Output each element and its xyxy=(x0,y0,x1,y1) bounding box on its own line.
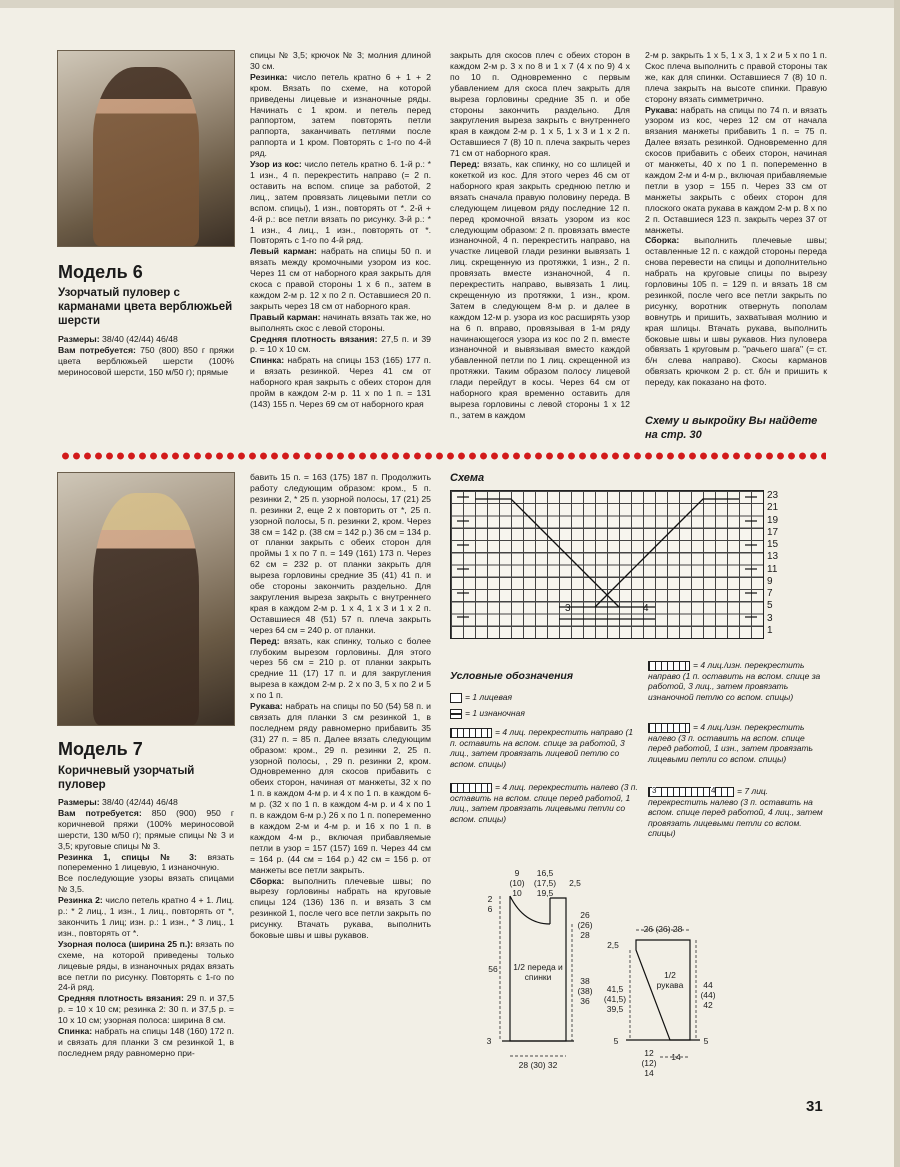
row-number: 3 xyxy=(767,612,773,624)
dim-label: 5 xyxy=(613,1036,619,1046)
text-paragraph: Резинка 1, спицы № 3: вязать попеременно 1 лицевую, 1 изнаночную. xyxy=(58,851,234,873)
sleeve-pattern xyxy=(600,922,720,1082)
text-paragraph: Все последующие узоры вязать спицами № 3,5. xyxy=(58,873,234,895)
red-dot-divider xyxy=(60,451,826,461)
sleeve-label: 1/2 рукава xyxy=(656,970,684,990)
model6-need: Вам потребуется: 750 (800) 850 г пряжи цвета верблюжьей шерсти (100% мериносовой шерсти, 150 м/50 г); прямые xyxy=(58,344,234,377)
model6-figure xyxy=(93,67,199,246)
cable-left-symbol-icon xyxy=(450,783,492,793)
text-paragraph: Резинка 2: число петель кратно 4 + 1. Лиц. р.: * 2 лиц., 1 изн., 1 лиц., повторять от *, закончить 1 лиц; изн. р.: 1 изн., * 3 лиц., 1 изн., повторять от *. xyxy=(58,895,234,938)
row-number: 17 xyxy=(767,526,779,538)
text-paragraph: Рукава: набрать на спицы по 50 (54) 58 п. и связать для планки 3 см резинкой 1, в последнем ряду равномерно прибавить 35 (31) 27 п. = 85 п. Далее вязать следующим образом: кром., 29 п. резинки 2, 25 п. узорной полосы, , 29 п. резинки 2, кром. Одновременно для скосов прибавить с обеих сторон, начиная от манжеты, 32 х по 1 п. в каждом 4-м р. и 4 х по 1 п. в каждом 6-м р. (32 х по 1 п. в каждом 4-м р. и 4 х по 1 п. в каждом 6-м р.) 26 х по 1 п. попеременно в каждом 2-м и 4-м р. и 16 х по 1 п. в каждом 4-м р., включая прибавляемые петли в узор = 157 (157) 169 п. Через 44 см = 164 р. (44 см = 164 р.) 42 см = 156 р. от манжеты все петли закрыть. xyxy=(250,701,431,875)
model7-photo xyxy=(57,472,235,726)
dim-label: 14 xyxy=(671,1052,681,1062)
text-paragraph: Средняя плотность вязания: 29 п. и 37,5 р. = 10 х 10 см; резинка 2: 30 п. и 37,5 р. = 10 х 10 см; узорная полоса: ширина 8 см. xyxy=(58,993,234,1026)
legend-cross-right: = 4 лиц. перекрестить направо (1 п. оставить на вспом. спице за работой, 3 лиц., затем провязать лицевой петлю со вспом. спицы) xyxy=(450,727,634,769)
chart-mark-4: 4 xyxy=(643,603,649,614)
dim-label: 38 (38) 36 xyxy=(577,976,593,1006)
dim-label: 56 xyxy=(488,964,498,974)
dim-label: 2 6 xyxy=(487,894,493,914)
model6-col1 xyxy=(58,334,234,378)
purl-symbol-icon xyxy=(450,709,462,719)
cable-right-purl-symbol-icon xyxy=(648,661,690,671)
body-label: 1/2 переда и спинки xyxy=(513,962,563,982)
text-paragraph: Сборка: выполнить плечевые швы; по вырезу горловины набрать на круговые спицы 124 (136) 136 п. и вязать 3 см резинкой 1, после чего все петли закрыть по рисунку. Втачать рукава, выполнить боковые швы и швы рукавов. xyxy=(250,875,431,941)
text-paragraph: Перед: вязать, как спинку, только с более глубоким вырезом горловины. Для этого через 56 см = 210 р. от планки закрыть средние 11 (17) 17 п. и для закругления выреза в каждом 2-м р. 2 х по 3, 5 х по 2 и 5 х по 1 п. xyxy=(250,635,431,701)
text-paragraph: 2-м р. закрыть 1 х 5, 1 х 3, 1 х 2 и 5 х по 1 п. Скос плеча выполнить с правой стороны так же, как для спинки. Оставшиеся 7 (8) 10 п. плеча закрыть на высоте спинки. Правую сторону вязать симметрично. xyxy=(645,50,827,104)
row-number: 15 xyxy=(767,539,779,550)
body-pattern xyxy=(480,866,600,1081)
row-number: 13 xyxy=(767,551,779,563)
text-paragraph: Средняя плотность вязания: 27,5 п. и 39 р. = 10 х 10 см. xyxy=(250,333,431,355)
right-edge xyxy=(894,0,900,1167)
legend-knit: = 1 лицевая xyxy=(450,692,512,703)
dim-label: 12 (12) 14 xyxy=(641,1048,657,1078)
text-paragraph: Перед: вязать, как спинку, но со шлицей и кокеткой из кос. Для этого через 46 см от наборного края закрыть среднюю петлю и вязать сначала правую половину переда. В следующем лицевом ряду последние 12 п. перед кромочной вязать узором из кос следующим образом: 2 п. провязать вместе изнаночной, 4 п. перекрестить направо, на участке лицевой глади резинки вывязать 1 лиц. скрещенную из протяжки, 1 изн., 2 п. провязать вместе изнаночной, 4 п. перекрестить направо, вывязать 1 лиц. скрещенную из протяжки, 1 изн., кром. Затем в следующем 8-м р. и далее в каждом 12-м р. узора из кос расширять узор на 6 п. вправо, провязывая в 1-м ряду начинающегося узора из кос по 2 п. вместе изнаночной и вывязывая вместо каждой убавленной петли по 1 лиц. скрещенной из протяжки. Таким образом полосу лицевой глади перейдут в косы. Через 64 см от наборного края временно оставить для выреза горловины с левой стороны 1 х 12 п., затем в каждом xyxy=(450,159,630,420)
model7-col2 xyxy=(250,472,431,941)
row-number: 21 xyxy=(767,502,779,514)
dim-label: 3 xyxy=(486,1036,492,1046)
text-paragraph: Узор из кос: число петель кратно 6. 1-й р.: * 1 изн., 4 п. перекрестить направо (= 2 п. оставить на вспом. спице за работой, 2 лиц., затем провязать лицевыми петли со вспом. спицы), 1 изн., повторять от *. 2-й + 4-й р.: все петли вязать по рисунку. 3-й р.: * 1 изн., 4 лиц., 1 изн., повторять от *. Повторять с 1-го по 4-й ряд. xyxy=(250,159,431,246)
text-paragraph: Спинка: набрать на спицы 153 (165) 177 п. и вязать резинкой. Через 41 см от наборного края закрыть с обеих сторон для пройм в каждом 2-м р. 11 х по 1 п. = 131 (143) 155 п. Через 69 см от наборного края xyxy=(250,355,431,409)
text-paragraph: Узорная полоса (ширина 25 п.): вязать по схеме, на которой приведены только лицевые ряды, в изнаночных рядах вязать все петли по рисунку. Повторять с 1-го по 24-й ряд. xyxy=(58,938,234,993)
row-number: 23 xyxy=(767,490,779,501)
model7-figure xyxy=(93,493,199,725)
chart-mark-3: 3 xyxy=(565,603,571,614)
row-number: 7 xyxy=(767,588,773,599)
dim-label: 2,5 xyxy=(569,878,581,888)
page-number: 31 xyxy=(806,1098,823,1115)
cable-right-symbol-icon xyxy=(450,728,492,738)
text-paragraph: Размеры: 38/40 (42/44) 46/48 xyxy=(58,797,178,807)
row-number: 9 xyxy=(767,575,773,587)
model6-subtitle: Узорчатый пуловер с карманами цвета верблюжьей шерсти xyxy=(58,287,233,327)
model6-col4 xyxy=(645,50,827,388)
row-number: 11 xyxy=(767,563,778,575)
text-paragraph: Резинка: число петель кратно 6 + 1 + 2 кром. Вязать по схеме, на которой приведены лицевые и изнаночные ряды. Начинать с 1 кром. и петель перед раппортом, затем повторять петли раппорта, заканчивать петлями после раппорта и 1 кром. Повторять с 1-го по 4-й ряд. xyxy=(250,71,431,159)
text-paragraph: бавить 15 п. = 163 (175) 187 п. Продолжить работу следующим образом: кром., 5 п. резинки 2, * 25 п. узорной полосы, 17 (21) 25 п. резинки 2, еще 2 х повторить от *, 25 п. узорной полосы, 5 п. резинки 2, кром. Через 38 см = 142 р. (38 см = 142 р.) 36 см = 134 р. от планки закрыть с обеих сторон для проймы 1 х по 7 п. = 149 (161) 173 п. Через 62 см = 232 р. от планки закрыть для выреза горловины средние 35 (41) 41 п. и обе стороны закончить раздельно. Для закругления выреза закрыть с внутреннего края в каждом 2-м р. 1 х 4, 1 х 3 и 1 х 2 п. Оставшиеся 48 (51) 57 п. плеча закрыть через 64 см = 240 р. от планки. xyxy=(250,472,431,635)
text-paragraph: Рукава: набрать на спицы по 74 п. и вязать узором из кос, через 12 см от начала вязания манжеты прибавить 1 п. = 75 п. Далее вязать резинкой. Одновременно для скосов прибавить с обеих сторон, начиная от манжеты, 40 х по 1 п. попеременно в каждом 2-м и 4-м р., включая прибавляемые петли в узор = 155 п. Через 33 см от манжеты закрыть с обеих сторон для плоского оката рукава в каждом 2-м р. 8 х по 2 п. Оставшиеся 123 п. закрыть через 37 от манжеты. xyxy=(645,104,827,235)
legend-cross-right-purl: = 4 лиц./изн. перекрестить направо (1 п. оставить на вспом. спице за работой, 3 лиц., затем провязать изнаночной петлю со вспом. спицы) xyxy=(648,660,821,702)
row-numbers xyxy=(767,490,778,637)
dim-label: 16,5 (17,5) 19,5 xyxy=(533,868,557,898)
model7-col1 xyxy=(58,797,234,1059)
model6-col2 xyxy=(250,50,431,410)
dim-label: 28 (30) 32 xyxy=(518,1060,558,1070)
legend-cross-left-purl: = 4 лиц./изн. перекрестить налево (3 п. оставить на вспом. спице перед работой, 1 изн., затем провязать лицевыми петли со вспом. спицы) xyxy=(648,722,814,764)
row-number: 19 xyxy=(767,514,779,526)
dim-label: 9 (10) 10 xyxy=(509,868,525,898)
text-paragraph: Вам потребуется: 850 (900) 950 г коричневой пряжи (100% мериносовой шерсти, 130 м/50 г); прямые спицы № 3 и 3,5; круговые спицы № 3. xyxy=(58,807,235,851)
dim-label: 2,5 xyxy=(607,940,619,950)
row-number: 1 xyxy=(767,624,773,636)
text-paragraph: закрыть для скосов плеч с обеих сторон в каждом 2-м р. 3 х по 8 и 1 х 7 (4 х по 9) 4 х по 10 п. Одновременно с первым убавлением для скоса плеч закрыть для выреза горловины средние 35 п. и обе стороны закончить раздельно. Для закругления выреза закрыть с внутреннего края в каждом 2-м р. 1 х 5, 1 х 3 и 1 х 2 п. Оставшиеся 7 (8) 10 п. плеча закрыть через 71 см от наборного края. xyxy=(450,50,630,159)
top-edge xyxy=(0,0,900,8)
model7-subtitle: Коричневый узорчатый пуловер xyxy=(58,765,195,791)
legend-purl: = 1 изнаночная xyxy=(450,708,525,719)
model6-col3 xyxy=(450,50,630,421)
dim-label: 26 (26) 28 xyxy=(643,924,683,934)
text-paragraph: Левый карман: набрать на спицы 50 п. и вязать между кромочными узором из кос. Через 11 см от наборного края закрыть для скоса с правой стороны 1 х 6 п., затем в каждом 2-м р. 12 х по 2 п. Оставшиеся 20 п. закрыть через 18 см от наборного края. xyxy=(250,246,431,311)
knit-symbol-icon xyxy=(450,693,462,703)
text-paragraph: Правый карман: начинать вязать так же, но выполнять скос с левой стороны. xyxy=(250,311,431,333)
text-paragraph: спицы № 3,5; крючок № 3; молния длиной 30 см. xyxy=(250,50,431,71)
legend-cross-left: = 4 лиц. перекрестить налево (3 п. оставить на вспом. спице перед работой, 1 лиц., затем провязать лицевыми петли со вспом. спицы) xyxy=(450,782,638,824)
model6-title: Модель 6 xyxy=(58,262,143,282)
model7-title: Модель 7 xyxy=(58,739,143,759)
dim-label: 41,5 (41,5) 39,5 xyxy=(603,984,627,1014)
schema-title: Схема xyxy=(450,472,485,484)
dim-label: 44 (44) 42 xyxy=(700,980,716,1010)
text-paragraph: Сборка: выполнить плечевые швы; оставленные 12 п. с каждой стороны переда снова перевести на спицы и дополнительно набрать на круговые спицы по вырезу горловины 105 п. = 129 п. и вязать 18 см резинкой, после чего все петли закрыть по рисунку, воротник отвернуть пополам вовнутрь и пришить, захватывая молнию и края шлицы. Втачать рукава, выполнить боковые швы и швы рукавов. Низ пуловера обвязать 1 круговым р. "рачьего шага" (= ст. б/н слева направо). Скосы карманов обвязать крючком 2 р. ст. б/н и пришить к переду, как показано на фото. xyxy=(645,235,827,388)
cable-crossings xyxy=(451,491,763,638)
cable-left-purl-symbol-icon xyxy=(648,723,690,733)
dim-label: 26 (26) 28 xyxy=(577,910,593,940)
model6-ref-note: Схему и выкройку Вы найдете на стр. 30 xyxy=(645,415,818,441)
knitting-chart-grid xyxy=(450,490,764,639)
text-paragraph: Спинка: набрать на спицы 148 (160) 172 п. и связать для планки 3 см резинкой 1, в последнем ряду равномерно при- xyxy=(58,1026,234,1058)
legend-cross-7: 3 4 = 7 лиц. перекрестить налево (3 п. оставить на вспом. спице перед работой, 4 лиц., затем провязать лицевыми петли со вспом. спицы) xyxy=(648,785,823,839)
cable-7-symbol-icon: 3 4 xyxy=(648,787,734,797)
dim-label: 5 xyxy=(703,1036,709,1046)
legend-title: Условные обозначения xyxy=(450,670,574,682)
row-number: 5 xyxy=(767,600,773,612)
model6-sizes: Размеры: 38/40 (42/44) 46/48 xyxy=(58,334,178,344)
model6-photo xyxy=(57,50,235,247)
